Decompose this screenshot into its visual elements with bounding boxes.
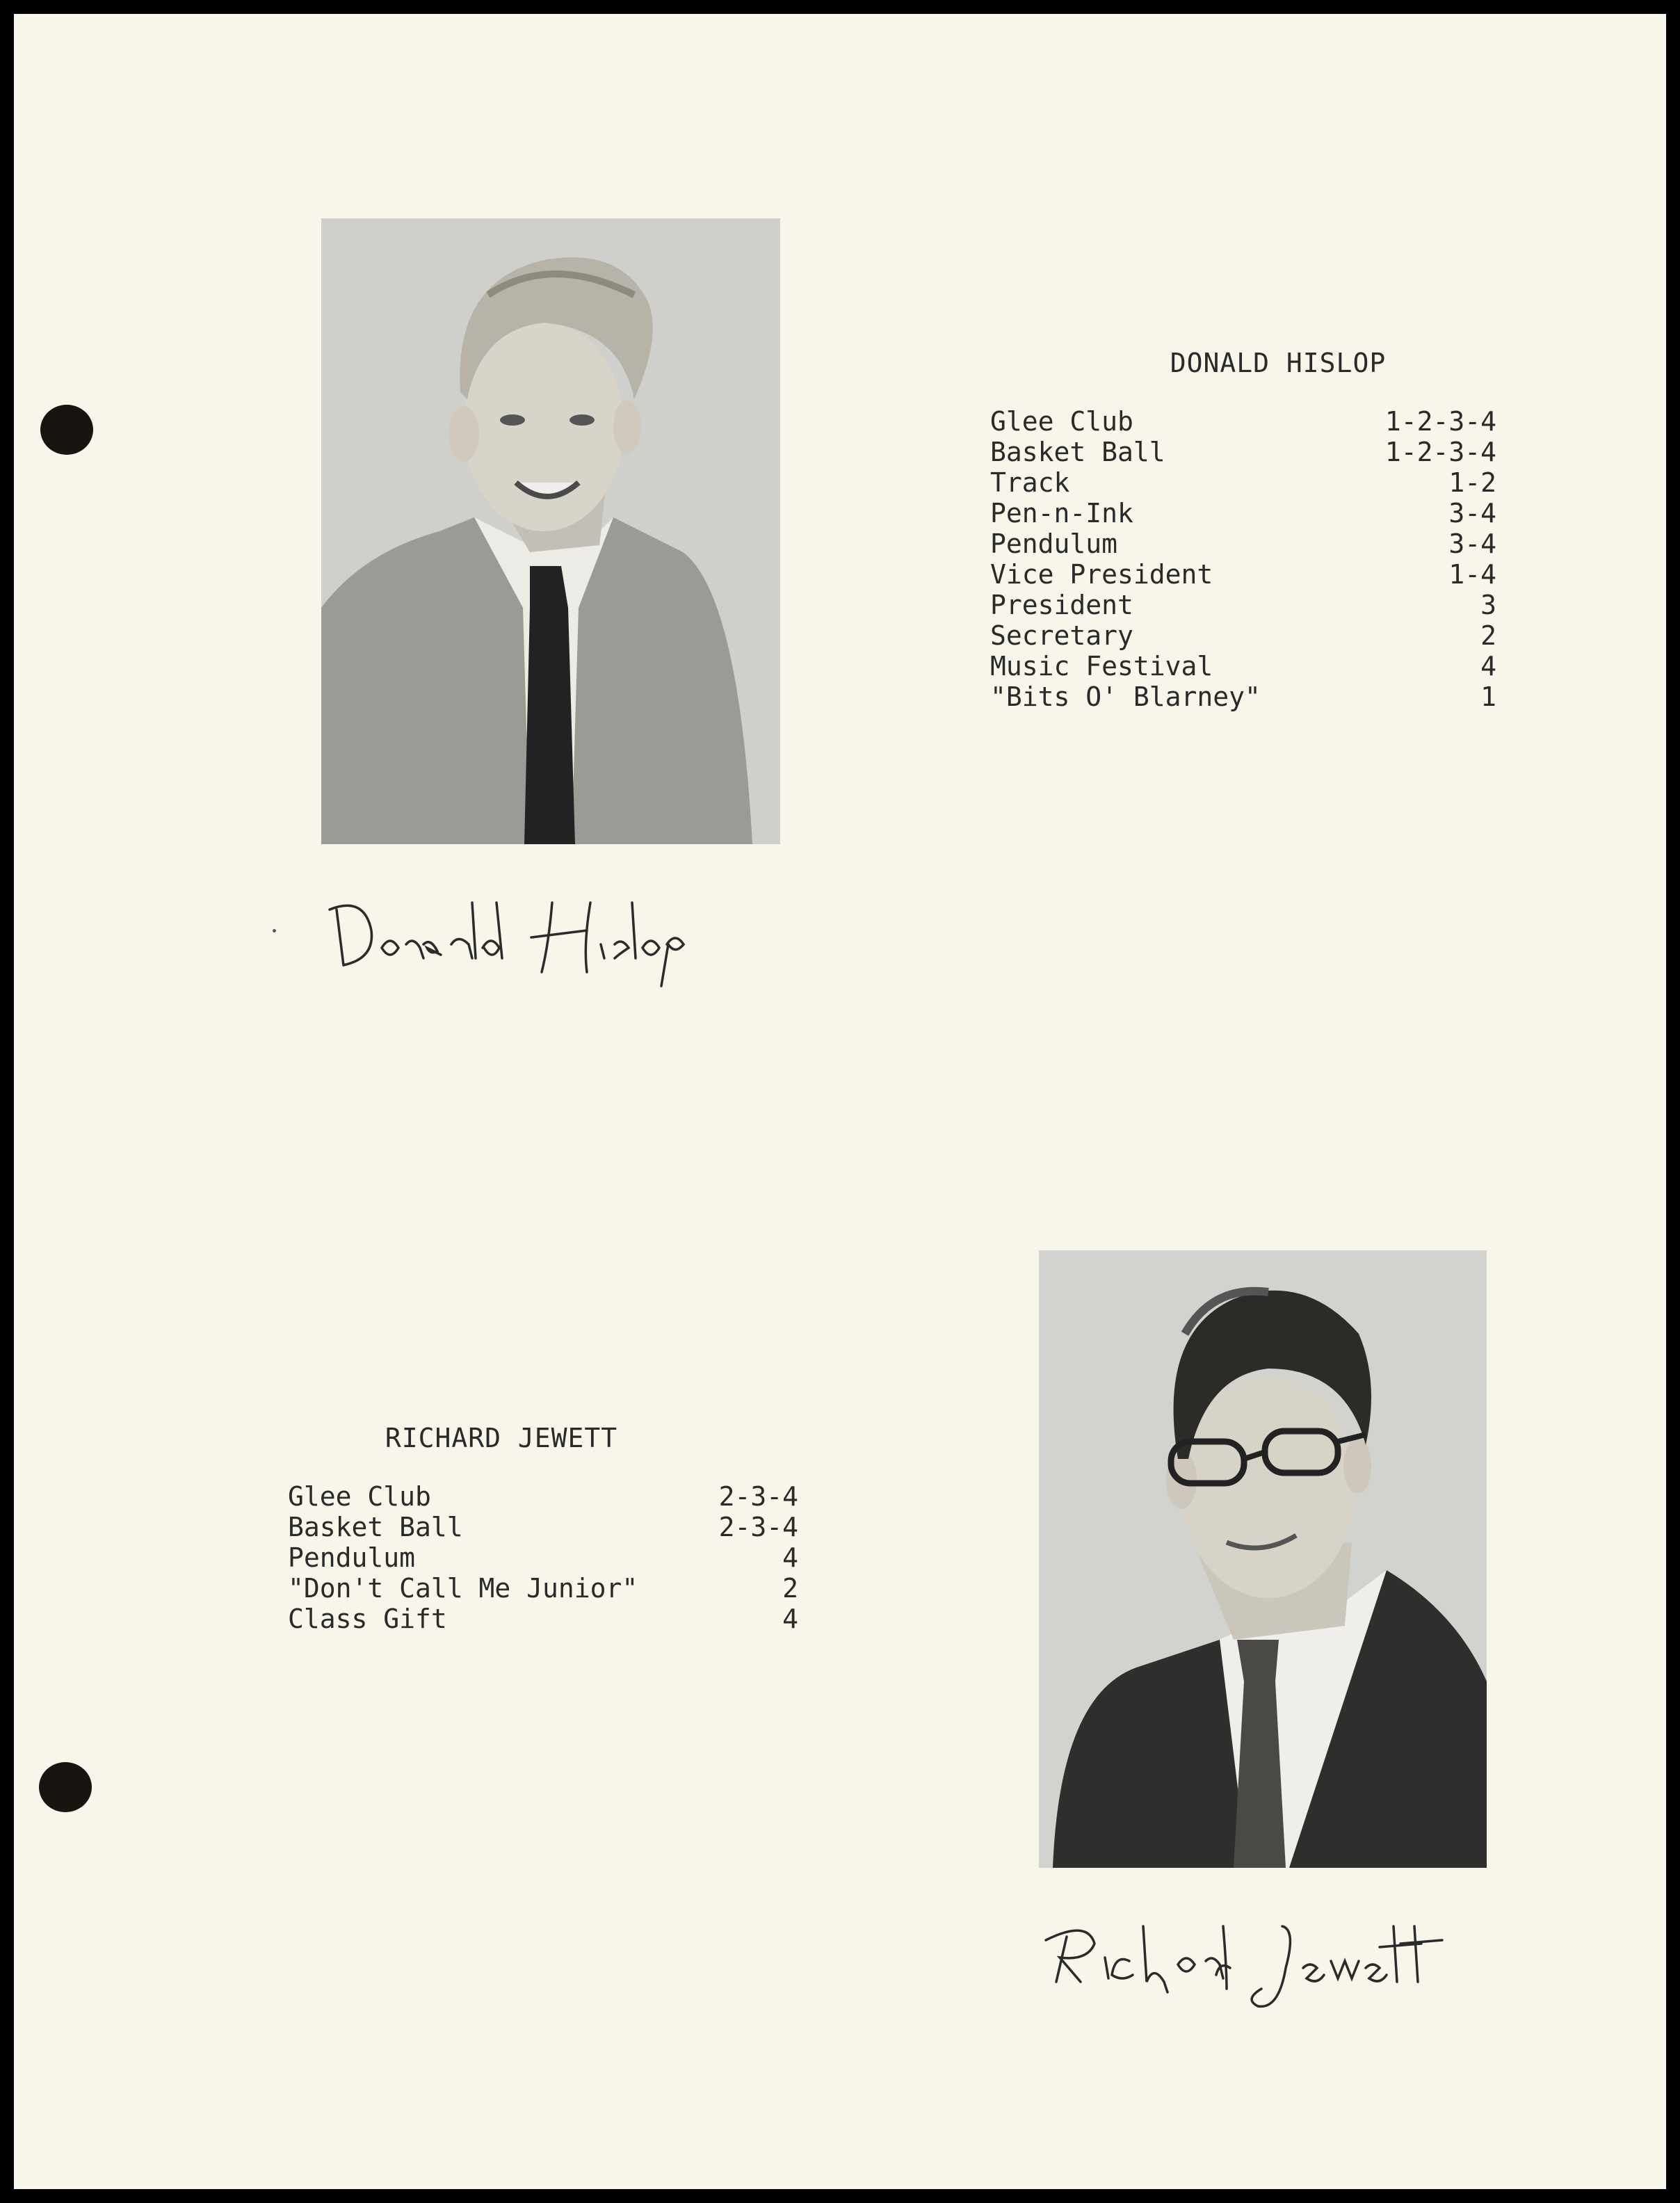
binder-hole-top xyxy=(40,405,93,455)
student-info-donald-hislop xyxy=(990,348,1496,712)
student-info-richard-jewett xyxy=(288,1423,798,1634)
binder-hole-bottom xyxy=(39,1762,92,1812)
activity-row xyxy=(990,620,1496,651)
activity-label: Class Gift xyxy=(288,1604,447,1634)
activity-label: Pendulum xyxy=(990,528,1118,559)
student-name: DONALD HISLOP xyxy=(1170,348,1387,378)
activity-row xyxy=(288,1542,798,1573)
activity-label: Track xyxy=(990,467,1070,498)
activity-row xyxy=(990,559,1496,590)
activity-label: Secretary xyxy=(990,620,1133,651)
activity-years: 1-2-3-4 xyxy=(1384,406,1496,437)
activity-row xyxy=(288,1573,798,1604)
activity-label: "Bits O' Blarney" xyxy=(990,681,1261,712)
activity-years: 4 xyxy=(1480,651,1496,681)
activity-row xyxy=(990,681,1496,712)
activity-label: Basket Ball xyxy=(288,1512,463,1542)
activity-row xyxy=(990,528,1496,559)
activity-label: Pendulum xyxy=(288,1542,416,1573)
activity-row xyxy=(288,1604,798,1634)
activity-label: "Don't Call Me Junior" xyxy=(288,1573,638,1604)
activity-years: 4 xyxy=(782,1542,798,1573)
activity-list xyxy=(288,1481,798,1634)
activity-label: Glee Club xyxy=(288,1481,431,1512)
activity-label: Vice President xyxy=(990,559,1213,590)
portrait-photo-donald-hislop xyxy=(321,218,780,844)
activity-years: 2-3-4 xyxy=(718,1512,798,1542)
activity-label: Pen-n-Ink xyxy=(990,498,1133,528)
activity-years: 1-2-3-4 xyxy=(1384,437,1496,467)
activity-label: President xyxy=(990,590,1133,620)
activity-years: 3 xyxy=(1480,590,1496,620)
signature-richard-jewett xyxy=(1039,1912,1491,2017)
student-name: RICHARD JEWETT xyxy=(385,1423,618,1453)
activity-row xyxy=(990,406,1496,437)
activity-row xyxy=(288,1512,798,1542)
activity-years: 2 xyxy=(782,1573,798,1604)
activity-years: 1 xyxy=(1480,681,1496,712)
activity-row xyxy=(990,651,1496,681)
activity-row xyxy=(990,590,1496,620)
speck xyxy=(273,929,276,933)
activity-row xyxy=(990,467,1496,498)
activity-label: Basket Ball xyxy=(990,437,1165,467)
activity-years: 2-3-4 xyxy=(718,1481,798,1512)
activity-years: 2 xyxy=(1480,620,1496,651)
activity-row xyxy=(288,1481,798,1512)
yearbook-page xyxy=(14,14,1666,2189)
activity-years: 1-4 xyxy=(1448,559,1496,590)
activity-years: 3-4 xyxy=(1448,498,1496,528)
signature-donald-hislop xyxy=(323,889,795,1000)
activity-years: 3-4 xyxy=(1448,528,1496,559)
activity-years: 4 xyxy=(782,1604,798,1634)
activity-label: Music Festival xyxy=(990,651,1213,681)
activity-row xyxy=(990,498,1496,528)
activity-years: 1-2 xyxy=(1448,467,1496,498)
portrait-photo-richard-jewett xyxy=(1039,1250,1487,1868)
activity-label: Glee Club xyxy=(990,406,1133,437)
activity-row xyxy=(990,437,1496,467)
activity-list xyxy=(990,406,1496,712)
